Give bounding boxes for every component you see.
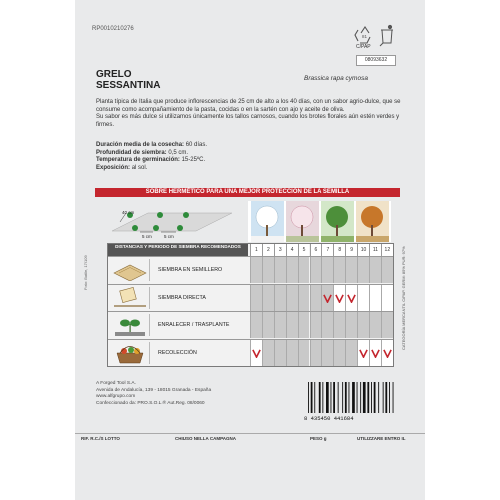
season-trees (248, 201, 391, 242)
month-header: 10 (357, 244, 369, 256)
calendar-cell (369, 257, 381, 283)
barcode (300, 380, 396, 422)
calendar-cell (274, 340, 286, 366)
month-header: 12 (381, 244, 393, 256)
recycle-icon (352, 21, 402, 49)
direct-sowing-icon (111, 287, 150, 309)
calendar-cell (250, 340, 262, 366)
scientific-name: Brassica rapa cymosa (304, 75, 368, 82)
month-header: 2 (262, 244, 274, 256)
checkmark-icon (335, 294, 344, 303)
calendar-cell (345, 340, 357, 366)
checkmark-icon (252, 349, 261, 358)
hermetic-banner: SOBRE HERMÉTICO PARA UNA MEJOR PROTECCIÓN DE LA SEMILLA (95, 188, 400, 197)
calendar-row (108, 339, 393, 365)
spec-harvest: Duración media de la cosecha: 60 días. (96, 142, 208, 148)
calendar-cell (345, 257, 357, 283)
calendar-cell (310, 312, 322, 338)
checkmark-icon (359, 349, 368, 358)
calendar-cell (310, 285, 322, 311)
calendar-row (108, 284, 393, 310)
calendar-cell (250, 312, 262, 338)
footer (75, 433, 425, 444)
footer-use-by: UTILIZZARE ENTRO IL (357, 436, 406, 441)
spec-depth: Profundidad de siembra: 0,5 cm. (96, 149, 189, 156)
address-line: A Forged Tool S.A. (96, 381, 136, 386)
calendar-cell (262, 285, 274, 311)
calendar-cell (381, 340, 393, 366)
calendar-cell (369, 285, 381, 311)
autumn-tree-icon (356, 201, 389, 242)
calendar-row (108, 256, 393, 282)
growing-specs (96, 142, 396, 172)
checkmark-icon (383, 349, 392, 358)
reference-code: RP0010210276 (92, 26, 134, 32)
address-line: www.alfgrupo.com (96, 394, 136, 399)
calendar-row-label: RECOLECCIÓN (158, 349, 197, 356)
product-title (96, 69, 160, 91)
spacing-b-label: 5 cm (164, 234, 174, 239)
calendar-cell (286, 312, 298, 338)
description (96, 99, 401, 129)
calendar-cell (298, 340, 310, 366)
calendar-cell (298, 312, 310, 338)
photo-credit: Foto: Batlle, 17/109 (83, 255, 88, 290)
month-header: 8 (333, 244, 345, 256)
address-line: Avenida de Andalucía, 139 - 18015 Granada - España (96, 387, 212, 393)
calendar-cell (357, 312, 369, 338)
spacing-row-label: 40 cm (122, 210, 135, 215)
seedbed-tray-icon (111, 259, 150, 281)
month-header: 4 (286, 244, 298, 256)
commercial-category: CATEGORÍA MERCANTIL C/PAP. GERM: 85% PUR: 97% (401, 246, 406, 350)
calendar-cell (321, 312, 333, 338)
calendar-cell (321, 285, 333, 311)
footer-weight: PESO g (310, 436, 327, 441)
calendar-cell (274, 285, 286, 311)
calendar-cell (369, 340, 381, 366)
spacing-a-label: 5 cm (142, 234, 152, 239)
calendar-header: DISTANCIAS Y PERIODO DE SIEMBRA RECOMENDADOS (108, 244, 248, 256)
calendar-cell (357, 285, 369, 311)
description-paragraph-1: Planta típica de Italia que produce inflorescencias de 25 cm de alto a los 40 días, con un sabor agrio-dulce, que se consume como acompañamiento de la pasta, cocidas o en la sartén con ajo y aceite de oliva. (96, 99, 401, 113)
calendar-cell (381, 257, 393, 283)
checkmark-icon (371, 349, 380, 358)
title-line-2: SESSANTINA (96, 80, 161, 91)
spring-tree-icon (286, 201, 319, 242)
month-header: 9 (345, 244, 357, 256)
calendar-cell (274, 312, 286, 338)
barcode-digits: 8 435450 441684 (304, 415, 354, 422)
calendar-cell (333, 285, 345, 311)
summer-tree-icon (321, 201, 354, 242)
calendar-row (108, 311, 393, 337)
spacing-diagram (108, 201, 236, 242)
month-header: 6 (310, 244, 322, 256)
calendar-cell (333, 340, 345, 366)
calendar-cell (357, 340, 369, 366)
calendar-cell (310, 257, 322, 283)
calendar-cell (310, 340, 322, 366)
calendar-cell (333, 257, 345, 283)
lot-code: 08093632 (356, 55, 396, 66)
sowing-calendar (107, 243, 394, 367)
calendar-cell (333, 312, 345, 338)
calendar-cell (345, 285, 357, 311)
calendar-cell (298, 257, 310, 283)
footer-closed: CHIUSO NELLA CAMPAGNA (175, 436, 236, 441)
calendar-cell (381, 285, 393, 311)
checkmark-icon (323, 294, 332, 303)
calendar-cell (369, 312, 381, 338)
calendar-row-label: ENRALECER / TRASPLANTE (158, 322, 230, 328)
checkmark-icon (347, 294, 356, 303)
calendar-cell (262, 257, 274, 283)
footer-lot: RIF. R.C./S LOTTO (81, 436, 120, 441)
month-header: 5 (298, 244, 310, 256)
month-header: 1 (250, 244, 262, 256)
harvest-basket-icon (111, 342, 150, 364)
spec-temperature: Temperatura de germinación: 15-25ºC. (96, 157, 206, 164)
spec-exposure: Exposición: al sol. (96, 164, 148, 171)
description-paragraph-2: Su sabor es más dulce si utilizamos únicamente los tallos carnosos, cuando los brotes florales aún estén verdes y firmes. (96, 114, 400, 128)
calendar-cell (381, 312, 393, 338)
calendar-cell (262, 312, 274, 338)
calendar-cell (286, 257, 298, 283)
trash-bin-icon (380, 25, 393, 46)
company-address (96, 381, 211, 407)
seedling-icon (111, 314, 150, 336)
month-header: 11 (369, 244, 381, 256)
winter-tree-icon (251, 201, 284, 242)
calendar-cell (357, 257, 369, 283)
calendar-cell (262, 340, 274, 366)
calendar-cell (250, 257, 262, 283)
month-header: 7 (321, 244, 333, 256)
calendar-row-label: SIEMBRA DIRECTA (158, 294, 206, 301)
calendar-cell (321, 257, 333, 283)
address-line: Confeccionado da: PRO.S.O.L.® Aut.Reg. 08/0060 (96, 400, 205, 406)
calendar-cell (274, 257, 286, 283)
calendar-cell (286, 340, 298, 366)
calendar-cell (321, 340, 333, 366)
calendar-cell (286, 285, 298, 311)
calendar-cell (250, 285, 262, 311)
month-header: 3 (274, 244, 286, 256)
calendar-cell (298, 285, 310, 311)
recycle-label: C/PAP (356, 44, 371, 49)
calendar-row-label: SIEMBRA EN SEMILLERO (158, 267, 223, 273)
calendar-cell (345, 312, 357, 338)
title-line-1: GRELO (96, 69, 132, 80)
recycle-number: 81 (362, 34, 368, 39)
